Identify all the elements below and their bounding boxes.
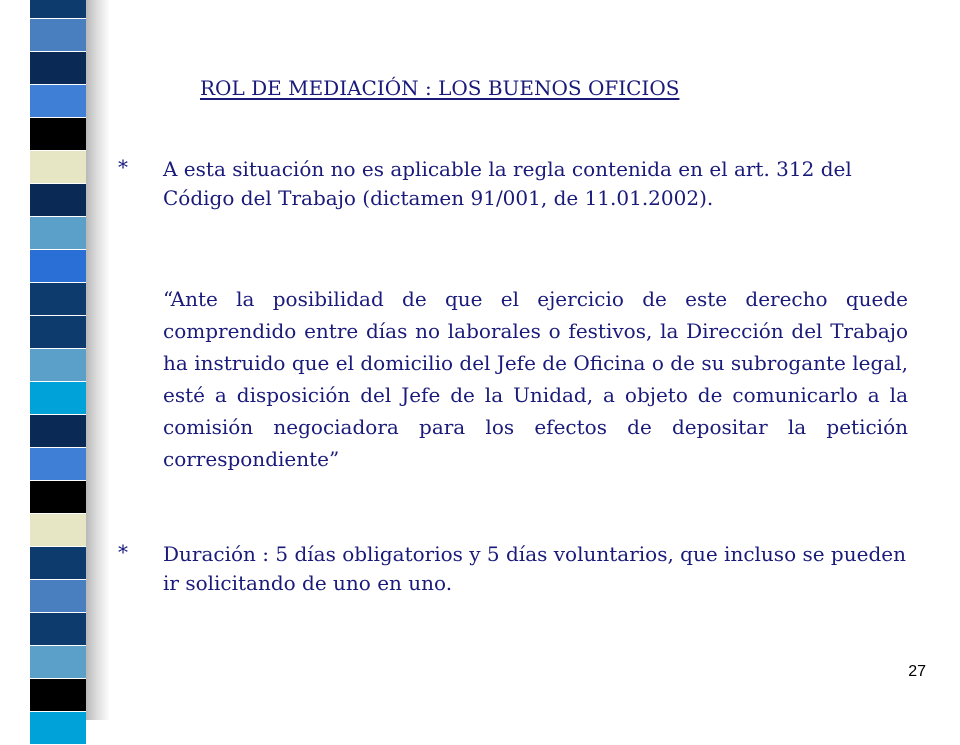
strip-square	[30, 316, 86, 349]
decorative-square-strip	[30, 0, 86, 720]
strip-square	[30, 646, 86, 679]
point-2-text: Duración : 5 días obligatorios y 5 días voluntarios, que incluso se pueden ir solicitando de uno en uno.	[163, 542, 906, 595]
page-number: 27	[908, 663, 926, 680]
bullet-marker-1: *	[118, 155, 128, 179]
slide-title: ROL DE MEDIACIÓN : LOS BUENOS OFICIOS	[200, 76, 680, 100]
bullet-marker-2: *	[118, 540, 128, 564]
strip-square	[30, 349, 86, 382]
strip-square	[30, 679, 86, 712]
strip-square	[30, 712, 86, 745]
point-1-text: A esta situación no es aplicable la regla contenida en el art. 312 del Código del Trabajo (dictamen 91/001, de 11.01.2002).	[163, 157, 852, 210]
strip-square	[30, 52, 86, 85]
strip-square	[30, 85, 86, 118]
strip-square	[30, 118, 86, 151]
strip-square	[30, 547, 86, 580]
strip-square	[30, 151, 86, 184]
strip-square	[30, 283, 86, 316]
strip-square	[30, 0, 86, 19]
strip-square	[30, 580, 86, 613]
strip-square	[30, 448, 86, 481]
strip-square	[30, 250, 86, 283]
quoted-instruction: “Ante la posibilidad de que el ejercicio de este derecho quede comprendido entre días no laborales o festivos, la Dirección del Trabajo ha instruido que el domicilio del Jefe de Oficina o de su subrogante legal, esté a disposición del Jefe de la Unidad, a objeto de comunicarlo a la comisión negociadora para los efectos de depositar la petición correspondiente”	[163, 287, 908, 471]
strip-square	[30, 184, 86, 217]
strip-square	[30, 19, 86, 52]
strip-square	[30, 217, 86, 250]
decorative-strip-shadow	[86, 0, 110, 720]
strip-square	[30, 613, 86, 646]
strip-square	[30, 382, 86, 415]
strip-square	[30, 481, 86, 514]
strip-square	[30, 415, 86, 448]
strip-square	[30, 514, 86, 547]
